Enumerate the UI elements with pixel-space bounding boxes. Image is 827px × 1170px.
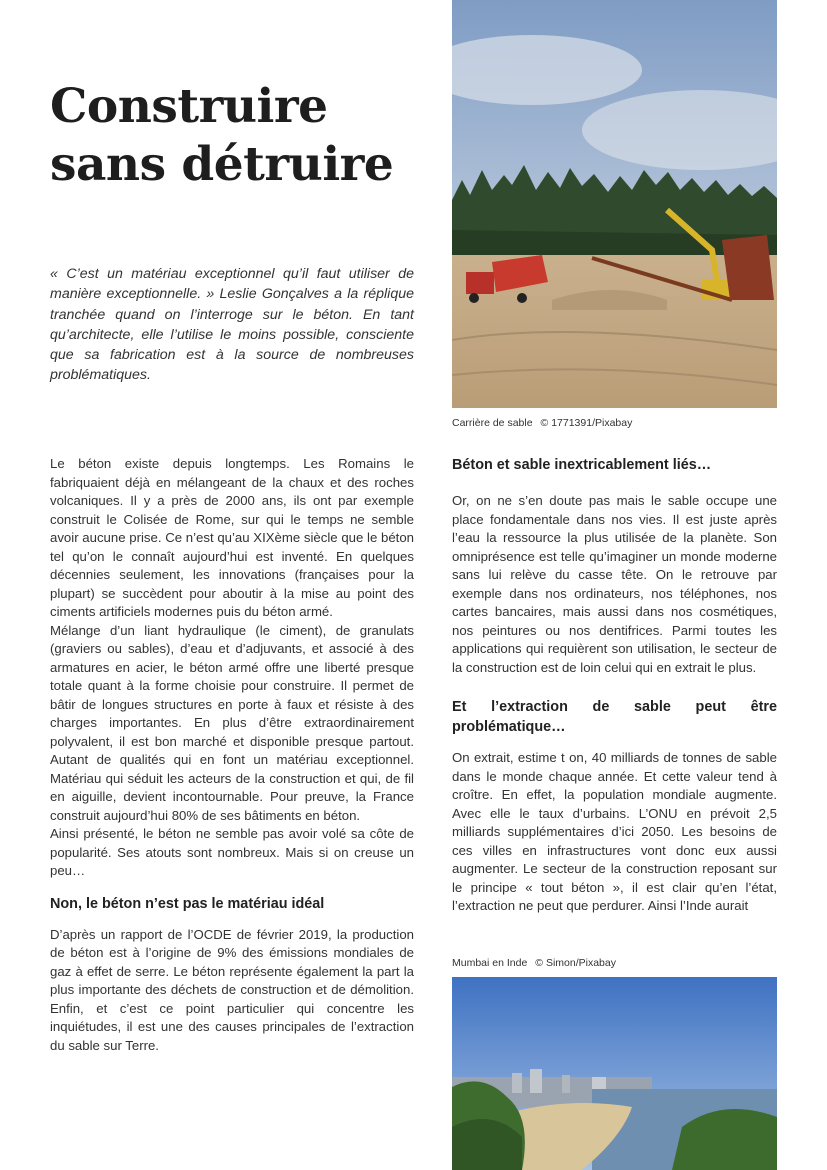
sand-quarry-photo	[452, 0, 777, 408]
photo-caption-bottom	[452, 956, 616, 970]
body-paragraph: D’après un rapport de l’OCDE de février 2019, la production de béton est à l’origine de 9% des émissions mondiales de gaz à effet de serre. Le béton représente également la part la plus importante des déchets de construction et de démolition. Enfin, et c’est ce point particulier qui concentre les inquiétudes, il est une des causes principales de l’extraction du sable sur Terre.	[50, 926, 414, 1053]
caption-text: Mumbai en Inde	[452, 957, 528, 969]
left-column	[50, 455, 414, 1055]
photo-caption-top	[452, 416, 632, 430]
mumbai-photo	[452, 977, 777, 1170]
caption-credit: © 1771391/Pixabay	[540, 417, 633, 429]
section-heading: Et l’extraction de sable peut être problématique…	[452, 699, 777, 735]
section-heading: Non, le béton n’est pas le matériau idéal	[50, 895, 325, 912]
body-paragraph: On extrait, estime t on, 40 milliards de tonnes de sable dans le monde chaque année. Et cette valeur tend à croître. En effet, la population mondiale augmente. Avec elle le taux d’urbains. L’ONU en prévoit 2,5 milliards supplémentaires d’ici 2050. Les besoins de ces villes en infrastructures vont donc eux aussi augmenter. Le secteur de la construction reposant sur le principe « tout béton », il est clair qu’en l’état, l’extraction ne peut que perdurer. Ainsi l’Inde aurait	[452, 750, 777, 913]
intro-quote: « C’est un matériau exceptionnel qu’il faut utiliser de manière exceptionnelle. » Leslie Gonçalves a la réplique tranchée quand on l’interroge sur le béton. En tant qu’architecte, elle l’utilise le moins possible, consciente que sa fabrication est à la source de nombreuses problématiques.	[50, 266, 414, 384]
body-paragraph: Or, on ne s’en doute pas mais le sable occupe une place fondamentale dans nos vies. Il est juste après l’eau la ressource la plus utilisée de la planète. Son omniprésence est telle qu’imaginer un monde moderne sans lui relève du casse tête. On le retrouve par exemple dans nos ordinateurs, nos téléphones, nos cartes bancaires, mais aussi dans nos cosmétiques, nos peintures ou nos dentifrices. Parmi toutes les applications qui requièrent son utilisation, le secteur de la construction est de loin celui qui en extrait le plus.	[452, 493, 777, 675]
caption-credit: © Simon/Pixabay	[535, 957, 616, 969]
section-heading: Béton et sable inextricablement liés…	[452, 457, 712, 473]
body-paragraph: Ainsi présenté, le béton ne semble pas avoir volé sa côte de popularité. Ses atouts sont nombreux. Mais si on creuse un peu…	[50, 826, 414, 878]
title-line-2: sans détruire	[50, 137, 394, 192]
title-line-1: Construire	[50, 79, 328, 134]
right-column	[452, 455, 777, 916]
body-paragraph: Mélange d’un liant hydraulique (le ciment), de granulats (graviers ou sables), d’eau et d’adjuvants, et associé à des armatures en acier, le béton armé offre une liberté presque totale quant à la forme choisie pour construire. Il permet de bâtir de longues structures en porte à faux et résiste à des charges importantes. En plus d’être extraordinairement polyvalent, il est bon marché et disponible presque partout. Autant de qualités qui en font un matériau exceptionnel. Matériau qui séduit les acteurs de la construction et qui, de fil en aiguille, devient incontournable. Pour preuve, la France construit aujourd’hui 80% de ses bâtiments en béton.	[50, 622, 414, 823]
caption-text: Carrière de sable	[452, 417, 533, 429]
page-title	[50, 78, 430, 194]
body-paragraph: Le béton existe depuis longtemps. Les Romains le fabriquaient déjà en mélangeant de la chaux et des roches volcaniques. Il y a près de 2000 ans, ils ont par exemple construit le Colisée de Rome, sur qui le temps ne semble avoir aucune prise. Ce n’est qu’au XIXème siècle que le béton tel qu’on le connaît aujourd’hui est inventé. En quelques décennies seulement, les innovations (françaises pour la plupart) se succèdent pour aboutir à la mise au point des ciments artificiels modernes puis du béton armé.	[50, 456, 414, 619]
